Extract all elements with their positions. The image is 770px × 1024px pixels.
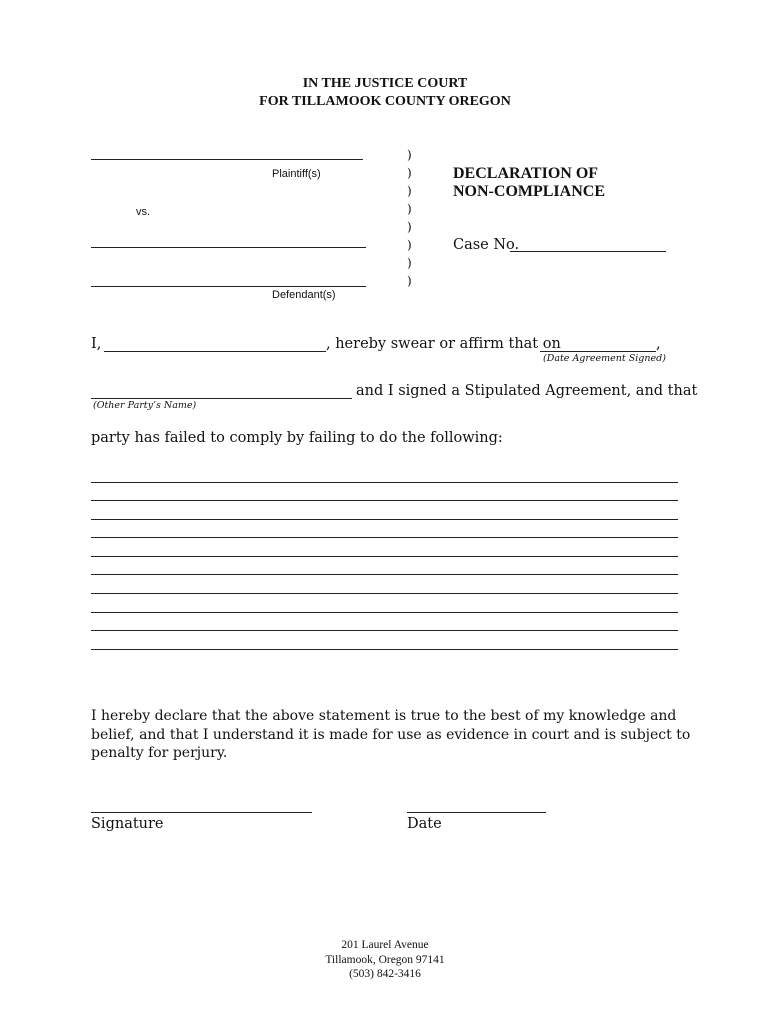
defendant-name-line-2[interactable] [91, 286, 366, 287]
case-no-label: Case No. [453, 237, 520, 253]
caption-paren: ) [407, 166, 412, 180]
failed-to-comply-text: party has failed to comply by failing to do the following: [91, 430, 503, 446]
date-label: Date [407, 816, 442, 832]
plaintiff-name-line[interactable] [91, 159, 363, 160]
explanation-line[interactable] [91, 537, 678, 538]
caption-paren: ) [407, 148, 412, 162]
declaration-paragraph: I hereby declare that the above statement is true to the best of my knowledge and belief, and that I understand it is made for use as evidence in court and is subject to penalty for perjury. [91, 708, 691, 761]
case-no-field[interactable] [510, 251, 666, 252]
defendant-label: Defendant(s) [272, 289, 336, 301]
defendant-name-line-1[interactable] [91, 247, 366, 248]
signature-label: Signature [91, 816, 164, 832]
court-address-city: Tillamook, Oregon 97141 [325, 954, 445, 966]
signed-agreement-text: and I signed a Stipulated Agreement, and that [356, 383, 698, 399]
court-address-street: 201 Laurel Avenue [341, 939, 429, 951]
explanation-line[interactable] [91, 649, 678, 650]
date-field[interactable] [407, 812, 546, 813]
vs-label: vs. [136, 206, 151, 218]
explanation-line[interactable] [91, 556, 678, 557]
other-party-caption: (Other Party’s Name) [93, 400, 197, 411]
explanation-line[interactable] [91, 482, 678, 483]
declarant-name-field[interactable] [104, 351, 326, 352]
document-title-line2: NON-COMPLIANCE [453, 183, 605, 200]
document-title-line1: DECLARATION OF [453, 165, 599, 182]
swear-text: , hereby swear or affirm that on [326, 336, 561, 352]
date-comma: , [656, 336, 661, 352]
other-party-name-field[interactable] [91, 398, 352, 399]
explanation-line[interactable] [91, 574, 678, 575]
court-name-line1: IN THE JUSTICE COURT [302, 76, 468, 91]
date-agreement-caption: (Date Agreement Signed) [543, 353, 666, 364]
court-name-line2: FOR TILLAMOOK COUNTY OREGON [259, 94, 511, 109]
caption-paren: ) [407, 184, 412, 198]
declarant-i-label: I, [91, 336, 102, 352]
court-phone: (503) 842-3416 [349, 968, 421, 980]
caption-paren: ) [407, 256, 412, 270]
explanation-line[interactable] [91, 500, 678, 501]
explanation-line[interactable] [91, 519, 678, 520]
caption-paren: ) [407, 202, 412, 216]
explanation-line[interactable] [91, 593, 678, 594]
explanation-line[interactable] [91, 630, 678, 631]
caption-paren: ) [407, 220, 412, 234]
agreement-date-field[interactable] [540, 351, 656, 352]
plaintiff-label: Plaintiff(s) [272, 168, 321, 180]
explanation-line[interactable] [91, 612, 678, 613]
caption-paren: ) [407, 274, 412, 288]
signature-field[interactable] [91, 812, 312, 813]
caption-paren: ) [407, 238, 412, 252]
